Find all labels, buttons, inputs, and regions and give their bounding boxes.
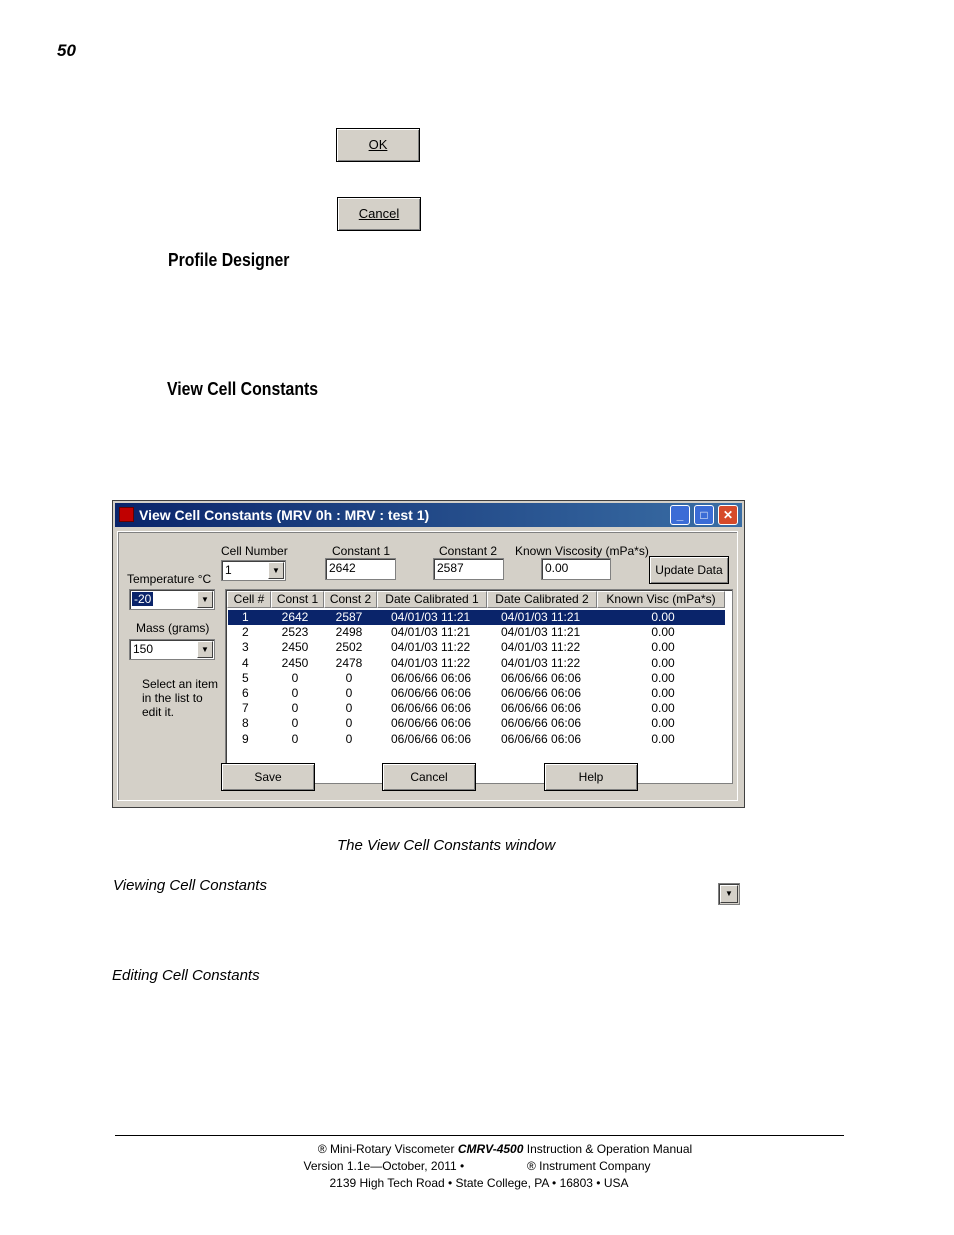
table-row[interactable]: [228, 625, 725, 640]
table-row[interactable]: [228, 671, 725, 686]
hint-line-1: Select an item: [142, 677, 219, 691]
table-row[interactable]: [228, 610, 725, 625]
known-visc-field[interactable]: 0.00: [541, 558, 611, 580]
save-button[interactable]: Save: [221, 763, 315, 791]
table-cell: 2: [242, 625, 249, 640]
cell-number-label: Cell Number: [221, 544, 288, 558]
table-cell: 06/06/66 06:06: [391, 731, 472, 746]
footer-rule: [115, 1135, 844, 1136]
table-row[interactable]: [228, 640, 725, 655]
table-cell: 5: [242, 670, 249, 685]
table-cell: 06/06/66 06:06: [501, 716, 582, 731]
table-cell: 0: [345, 731, 353, 746]
minimize-icon[interactable]: _: [670, 505, 690, 525]
table-cell: 0: [291, 731, 299, 746]
table-cell: 04/01/03 11:21: [391, 610, 471, 624]
table-cell: 9: [242, 731, 249, 746]
chevron-down-icon[interactable]: ▼: [197, 641, 213, 658]
hint-line-3: edit it.: [142, 705, 175, 719]
table-cell: 0: [291, 716, 299, 731]
table-cell: 06/06/66 06:06: [501, 701, 582, 716]
table-row[interactable]: [228, 732, 725, 747]
table-cell: 06/06/66 06:06: [391, 670, 472, 685]
table-cell: 8: [242, 716, 249, 731]
table-row[interactable]: [228, 686, 725, 701]
table-cell: 04/01/03 11:21: [501, 625, 581, 640]
column-header-cell[interactable]: Cell #: [227, 591, 271, 608]
table-cell: 06/06/66 06:06: [391, 716, 472, 731]
model-name: CMRV-4500: [457, 1142, 524, 1156]
table-cell: 0.00: [651, 625, 675, 640]
table-cell: 2523: [281, 625, 309, 640]
table-cell: 4: [242, 655, 249, 670]
footer-line-2: Version 1.1e—October, 2011 • ® Instrument Company: [303, 1159, 651, 1173]
table-row[interactable]: [228, 656, 725, 671]
table-cell: 06/06/66 06:06: [501, 670, 582, 685]
footer-line-3: 2139 High Tech Road • State College, PA • 16803 • USA: [329, 1176, 629, 1190]
cancel-button[interactable]: Cancel: [337, 197, 421, 231]
known-visc-label: Known Viscosity (mPa*s): [515, 544, 649, 558]
table-cell: 7: [242, 701, 249, 716]
update-data-button[interactable]: Update Data: [649, 556, 729, 584]
column-header-known-visc[interactable]: Known Visc (mPa*s): [597, 591, 725, 608]
table-cell: 0: [345, 701, 353, 716]
table-cell: 0.00: [651, 610, 675, 624]
table-cell: 06/06/66 06:06: [501, 731, 582, 746]
chevron-down-icon: ▼: [720, 885, 738, 903]
table-cell: 2478: [335, 655, 363, 670]
table-cell: 0: [345, 716, 353, 731]
table-cell: 04/01/03 11:21: [501, 610, 581, 624]
figure-caption: The View Cell Constants window: [337, 837, 556, 854]
table-cell: 06/06/66 06:06: [391, 701, 472, 716]
app-icon: [119, 507, 134, 522]
column-header-date1[interactable]: Date Calibrated 1: [377, 591, 487, 608]
table-row[interactable]: [228, 716, 725, 731]
page-number: 50: [57, 41, 76, 60]
table-cell: 0.00: [651, 670, 675, 685]
table-cell: 04/01/03 11:21: [391, 625, 471, 640]
table-cell: 04/01/03 11:22: [391, 655, 471, 670]
hint-line-2: in the list to: [142, 691, 203, 705]
help-button[interactable]: Help: [544, 763, 638, 791]
profile-designer-heading: Profile Designer: [168, 250, 290, 270]
table-cell: 0.00: [651, 640, 675, 655]
temperature-select[interactable]: -20 ▼: [129, 589, 215, 610]
maximize-icon[interactable]: □: [694, 505, 714, 525]
table-cell: 2450: [281, 655, 309, 670]
temperature-label: Temperature °C: [127, 572, 212, 586]
table-cell: 0.00: [651, 655, 675, 670]
footer-line-1: ® Mini-Rotary Viscometer CMRV-4500 Instruction & Operation Manual: [317, 1142, 693, 1156]
chevron-down-icon[interactable]: ▼: [268, 562, 284, 579]
table-cell: 0: [291, 686, 299, 700]
table-cell: 1: [242, 610, 249, 624]
column-header-const2[interactable]: Const 2: [324, 591, 377, 608]
table-cell: 0: [345, 686, 353, 700]
viewing-cell-constants-label: Viewing Cell Constants: [113, 877, 267, 894]
table-cell: 2587: [335, 610, 363, 624]
mass-label: Mass (grams): [136, 621, 210, 635]
table-cell: 0: [291, 701, 299, 716]
table-row[interactable]: [228, 701, 725, 716]
view-cell-constants-heading: View Cell Constants: [167, 379, 319, 399]
table-cell: 0.00: [651, 686, 675, 700]
column-header-date2[interactable]: Date Calibrated 2: [487, 591, 597, 608]
constant2-field[interactable]: 2587: [433, 558, 504, 580]
table-cell: 0: [345, 670, 353, 685]
table-cell: 2498: [335, 625, 363, 640]
chevron-down-icon[interactable]: ▼: [197, 591, 213, 608]
view-cell-constants-window: [112, 500, 745, 808]
ok-button[interactable]: OK: [336, 128, 420, 162]
table-cell: 04/01/03 11:22: [501, 655, 581, 670]
table-cell: 0: [291, 670, 299, 685]
window-title: View Cell Constants (MRV 0h : MRV : test 1): [139, 507, 430, 523]
cell-constants-list[interactable]: [225, 589, 733, 784]
editing-cell-constants-label: Editing Cell Constants: [112, 967, 260, 984]
table-cell: 06/06/66 06:06: [501, 686, 582, 700]
dialog-body: [117, 531, 738, 801]
table-cell: 2450: [281, 640, 309, 655]
table-cell: 2502: [335, 640, 363, 655]
table-cell: 04/01/03 11:22: [501, 640, 581, 655]
dropdown-arrow-icon: [718, 883, 740, 905]
close-icon[interactable]: ✕: [718, 505, 738, 525]
constant1-label: Constant 1: [332, 544, 391, 558]
mass-select[interactable]: 150 ▼: [129, 639, 215, 660]
table-cell: 6: [242, 686, 249, 700]
constant2-label: Constant 2: [439, 544, 498, 558]
table-cell: 0.00: [651, 716, 675, 731]
table-cell: 04/01/03 11:22: [391, 640, 471, 655]
table-cell: 0.00: [651, 731, 675, 746]
table-cell: 2642: [281, 610, 309, 624]
table-cell: 06/06/66 06:06: [391, 686, 472, 700]
constant1-field[interactable]: 2642: [325, 558, 396, 580]
column-header-const1[interactable]: Const 1: [271, 591, 324, 608]
cell-number-select[interactable]: 1 ▼: [221, 560, 286, 581]
table-cell: 3: [242, 640, 249, 655]
dialog-cancel-button[interactable]: Cancel: [382, 763, 476, 791]
table-cell: 0.00: [651, 701, 675, 716]
title-bar: [115, 503, 742, 527]
